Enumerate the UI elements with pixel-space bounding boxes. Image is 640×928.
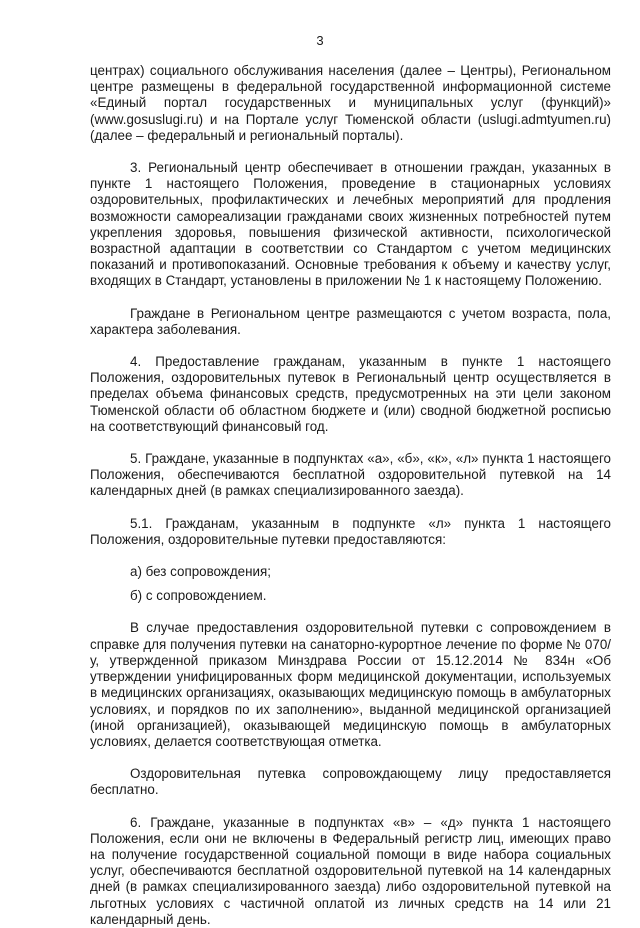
paragraph-accompaniment-note: В случае предоставления оздоровительной путевки с сопровождением в справке для получения путевки на санаторно-курортное лечение по форме № 070/у, утвержденной приказом Минздрава России от 15.12.2014 № 834н «Об утверждении унифицированных форм медицинской документации, используемых в медицинских организациях, оказывающих медицинскую помощь в амбулаторных условиях, и порядков по их заполнению», выданной медицинской организацией (иной организацией), оказывающей медицинскую помощь в амбулаторных условиях, делается соответствующая отметка. [90,620,611,749]
page-number: 3 [316,33,324,48]
paragraph-item-5: 5. Граждане, указанные в подпунктах «а», «б», «к», «л» пункта 1 настоящего Положения, обеспечиваются бесплатной оздоровительной путевкой на 14 календарных дней (в рамках специализированного заезда). [90,451,611,499]
paragraph-item-5-1: 5.1. Гражданам, указанным в подпункте «л» пункта 1 настоящего Положения, оздоровительные путевки предоставляются: [90,515,611,547]
paragraph-item-6: 6. Граждане, указанные в подпунктах «в» – «д» пункта 1 настоящего Положения, если они не включены в Федеральный регистр лиц, имеющих право на получение государственной социальной помощи в виде набора социальных услуг, обеспечиваются бесплатной оздоровительной путевкой на 14 календарных дней (в рамках специализированного заезда) либо оздоровительной путевкой на льготных условиях с частичной оплатой из личных средств на 14 или 21 календарный день. [90,814,611,927]
paragraph-item-3: 3. Региональный центр обеспечивает в отношении граждан, указанных в пункте 1 настоящего Положения, проведение в стационарных условиях оздоровительных, профилактических и лечебных мероприятий для продления возможности самореализации гражданами своих жизненных потребностей путем укрепления здоровья, повышения физической активности, психологической возрастной адаптации в соответствии со Стандартом с учетом медицинских показаний и противопоказаний. Основные требования к объему и качеству услуг, входящих в Стандарт, установлены в приложении № 1 к настоящему Положению. [90,160,611,289]
paragraph-item-4: 4. Предоставление гражданам, указанным в пункте 1 настоящего Положения, оздоровительных путевок в Региональный центр осуществляется в пределах объема финансовых средств, предусмотренных на эти цели законом Тюменской области об областном бюджете и (или) сводной бюджетной росписью на соответствующий финансовый год. [90,354,611,434]
paragraph-placement: Граждане в Региональном центре размещаются с учетом возраста, пола, характера заболевания. [90,305,611,337]
list-item-b: б) с сопровождением. [130,588,267,604]
document-body [90,63,611,928]
list-item-a: а) без сопровождения; [130,564,271,580]
paragraph-free-voucher: Оздоровительная путевка сопровождающему лицу предоставляется бесплатно. [90,766,611,798]
paragraph-continuation: центрах) социального обслуживания населения (далее – Центры), Региональном центре размещены в федеральной государственной информационной системе «Единый портал государственных и муниципальных услуг (функций)» (www.gosuslugi.ru) и на Портале услуг Тюменской области (uslugi.admtyumen.ru) (далее – федеральный и региональный порталы). [90,63,611,143]
